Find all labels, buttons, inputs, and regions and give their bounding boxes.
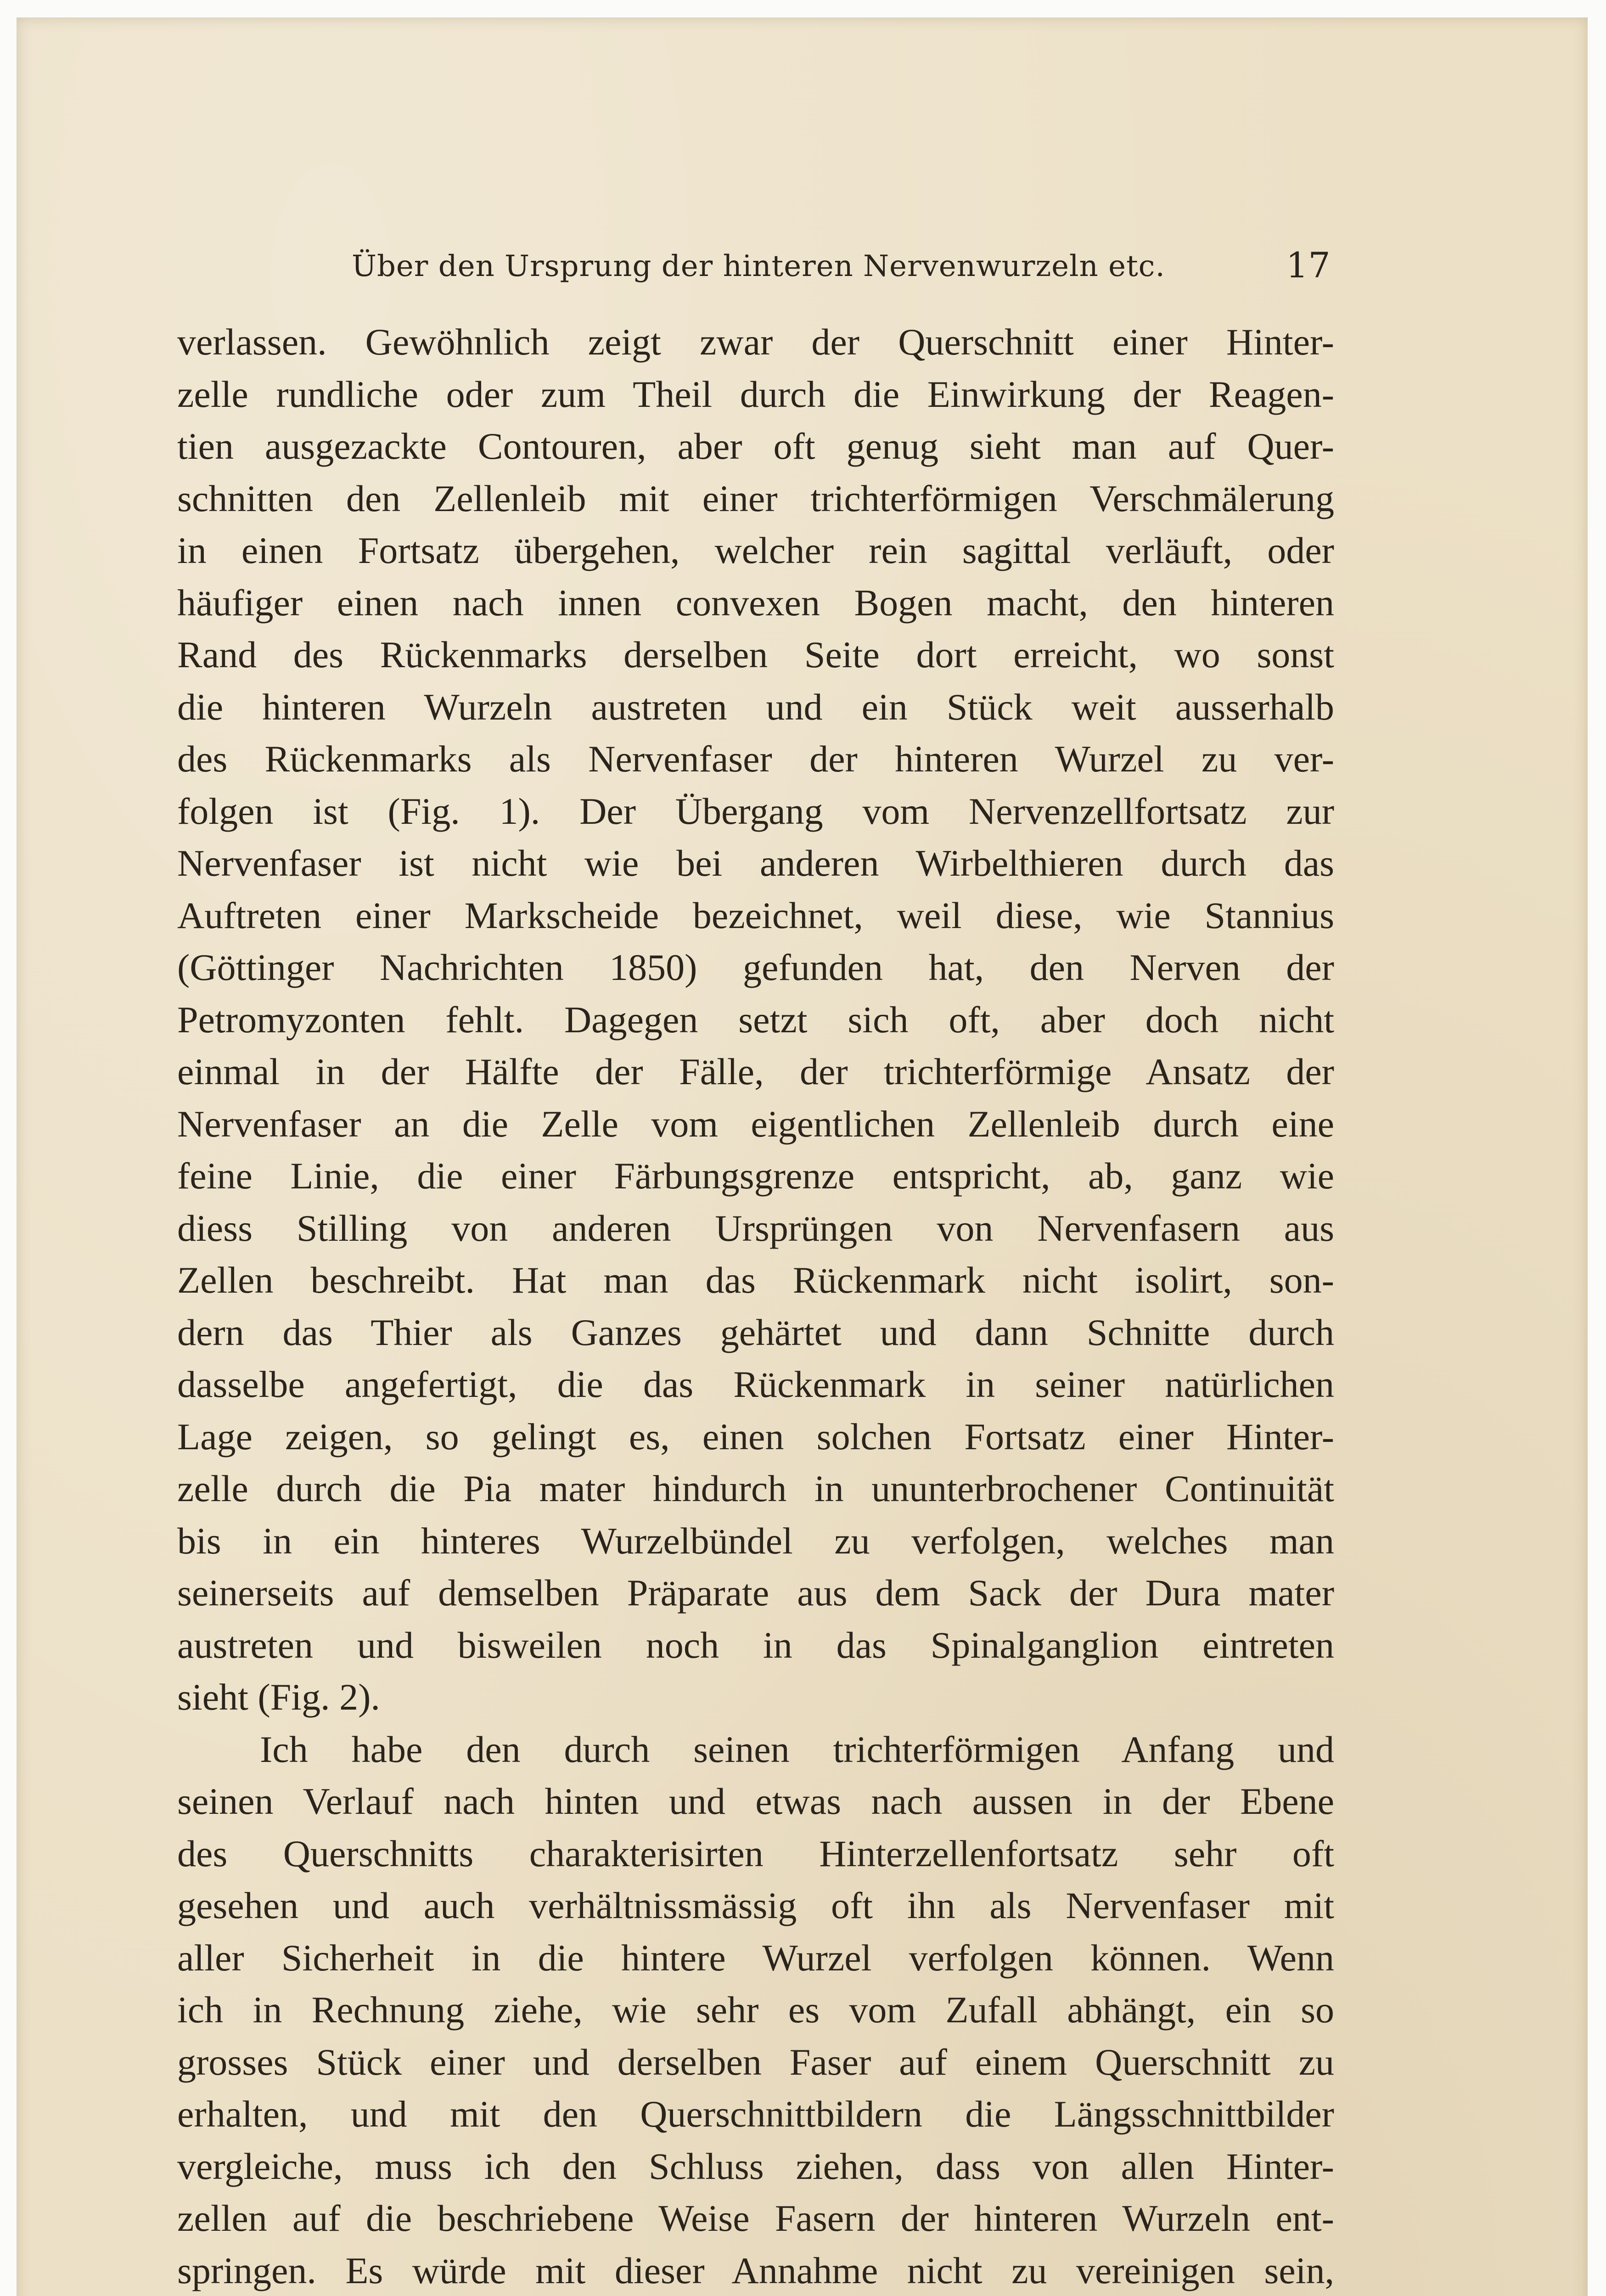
- text-line: die hinteren Wurzeln austreten und ein Stück weit ausserhalb: [177, 686, 1334, 728]
- text-line: folgen ist (Fig. 1). Der Übergang vom Nervenzellfortsatz zur: [177, 790, 1334, 832]
- body-text: [177, 316, 1334, 2296]
- text-line: seinerseits auf demselben Präparate aus dem Sack der Dura mater: [177, 1572, 1334, 1614]
- text-line: feine Linie, die einer Färbungsgrenze entspricht, ab, ganz wie: [177, 1155, 1334, 1197]
- text-line: bis in ein hinteres Wurzelbündel zu verfolgen, welches man: [177, 1519, 1334, 1562]
- text-line: Nervenfaser ist nicht wie bei anderen Wirbelthieren durch das: [177, 842, 1334, 884]
- text-line: (Göttinger Nachrichten 1850) gefunden hat, den Nerven der: [177, 946, 1334, 988]
- text-line: tien ausgezackte Contouren, aber oft genug sieht man auf Quer-: [177, 425, 1334, 467]
- text-line: verlassen. Gewöhnlich zeigt zwar der Querschnitt einer Hinter-: [177, 321, 1334, 363]
- text-line: des Rückenmarks als Nervenfaser der hinteren Wurzel zu ver-: [177, 738, 1334, 780]
- text-line: Rand des Rückenmarks derselben Seite dort erreicht, wo sonst: [177, 634, 1334, 675]
- text-line: schnitten den Zellenleib mit einer trichterförmigen Verschmälerung: [177, 477, 1334, 519]
- text-line: einmal in der Hälfte der Fälle, der trichterförmige Ansatz der: [177, 1051, 1334, 1092]
- text-line: Lage zeigen, so gelingt es, einen solchen Fortsatz einer Hinter-: [177, 1415, 1334, 1458]
- text-line: grosses Stück einer und derselben Faser auf einem Querschnitt zu: [177, 2041, 1334, 2083]
- text-line: zelle rundliche oder zum Theil durch die Einwirkung der Reagen-: [177, 373, 1334, 415]
- text-line: gesehen und auch verhältnissmässig oft ihn als Nervenfaser mit: [177, 1885, 1334, 1926]
- text-line: zelle durch die Pia mater hindurch in ununterbrochener Continuität: [177, 1468, 1334, 1509]
- text-line: Nervenfaser an die Zelle vom eigentlichen Zellenleib durch eine: [177, 1103, 1334, 1145]
- text-line: dasselbe angefertigt, die das Rückenmark in seiner natürlichen: [177, 1363, 1334, 1405]
- text-line: austreten und bisweilen noch in das Spinalganglion eintreten: [177, 1624, 1334, 1666]
- text-line: des Querschnitts charakterisirten Hinterzellenfortsatz sehr oft: [177, 1832, 1334, 1874]
- text-line: dern das Thier als Ganzes gehärtet und dann Schnitte durch: [177, 1311, 1334, 1353]
- text-line: Auftreten einer Markscheide bezeichnet, weil diese, wie Stannius: [177, 894, 1334, 936]
- text-line: ich in Rechnung ziehe, wie sehr es vom Zufall abhängt, ein so: [177, 1989, 1334, 2031]
- text-line: in einen Fortsatz übergehen, welcher rein sagittal verläuft, oder: [177, 529, 1334, 571]
- text-line: diess Stilling von anderen Ursprüngen von Nervenfasern aus: [177, 1207, 1334, 1249]
- text-line: aller Sicherheit in die hintere Wurzel verfolgen können. Wenn: [177, 1936, 1334, 1979]
- text-line: Ich habe den durch seinen trichterförmigen Anfang und: [260, 1728, 1334, 1770]
- text-line: sieht (Fig. 2).: [177, 1676, 380, 1718]
- paper-sheet: [17, 17, 1588, 2296]
- text-line: springen. Es würde mit dieser Annahme nicht zu vereinigen sein,: [177, 2249, 1334, 2291]
- text-line: seinen Verlauf nach hinten und etwas nach aussen in der Ebene: [177, 1780, 1334, 1822]
- page-number: 17: [1286, 245, 1331, 286]
- text-line: vergleiche, muss ich den Schluss ziehen, dass von allen Hinter-: [177, 2145, 1334, 2187]
- text-line: Zellen beschreibt. Hat man das Rückenmark nicht isolirt, son-: [177, 1259, 1334, 1301]
- running-title: Über den Ursprung der hinteren Nervenwurzeln etc.: [352, 249, 1165, 283]
- text-line: erhalten, und mit den Querschnittbildern die Längsschnittbilder: [177, 2093, 1334, 2135]
- text-line: zellen auf die beschriebene Weise Fasern der hinteren Wurzeln ent-: [177, 2197, 1334, 2239]
- text-line: Petromyzonten fehlt. Dagegen setzt sich oft, aber doch nicht: [177, 998, 1334, 1041]
- text-line: häufiger einen nach innen convexen Bogen macht, den hinteren: [177, 581, 1334, 624]
